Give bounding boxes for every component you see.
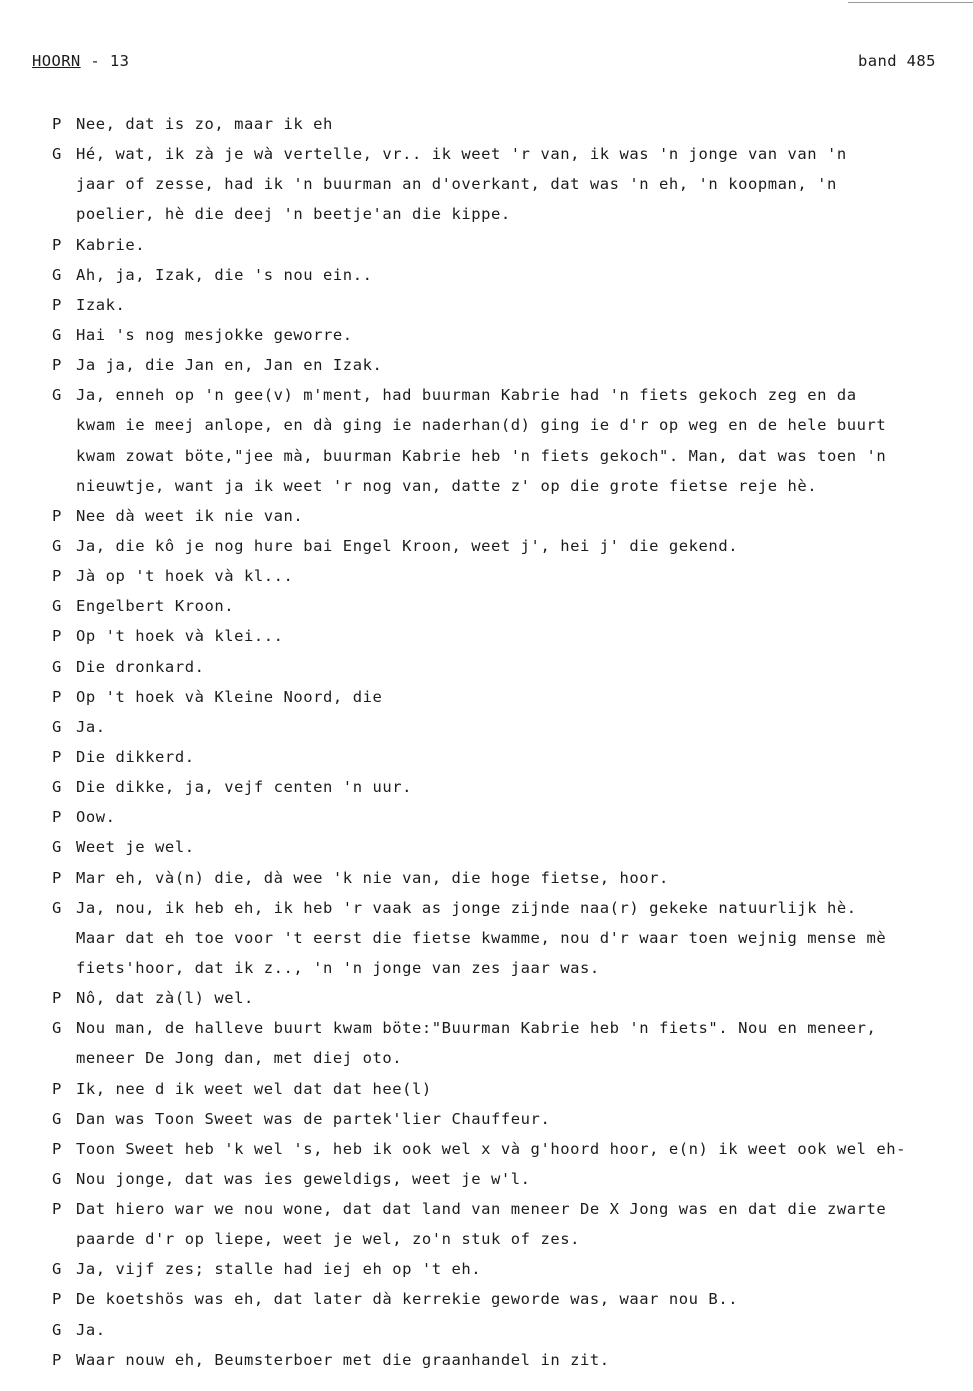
- transcript-line: [52, 832, 967, 862]
- utterance-text: Ja.: [76, 1320, 106, 1339]
- transcript-line: [52, 441, 967, 471]
- transcript-line: [52, 260, 967, 290]
- utterance-text: Die dikke, ja, vejf centen 'n uur.: [76, 778, 412, 797]
- page-header-left: [32, 52, 129, 70]
- utterance-text: Ja, die kô je nog hure bai Engel Kroon, weet j', hei j' die gekend.: [76, 536, 739, 555]
- transcript-line: [52, 1074, 967, 1104]
- utterance-text: Oow.: [76, 808, 116, 827]
- transcript-line: [52, 199, 967, 229]
- speaker-label: P: [52, 868, 62, 887]
- speaker-label: P: [52, 115, 62, 133]
- speaker-label: G: [52, 1260, 62, 1279]
- utterance-text: Ja, enneh op 'n gee(v) m'ment, had buurman Kabrie had 'n fiets gekoch zeg en da: [76, 386, 857, 405]
- utterance-text: Nee dà weet ik nie van.: [76, 506, 304, 525]
- utterance-text: Ja ja, die Jan en, Jan en Izak.: [76, 356, 383, 375]
- transcript-line: [52, 1194, 967, 1224]
- utterance-text: Dan was Toon Sweet was de partek'lier Chauffeur.: [76, 1109, 551, 1128]
- speaker-label: G: [52, 838, 62, 857]
- transcript-line: [52, 1345, 967, 1375]
- header-separator: -: [80, 52, 110, 70]
- speaker-label: G: [52, 778, 62, 797]
- speaker-label: G: [52, 898, 62, 917]
- transcript-line: [52, 1315, 967, 1345]
- speaker-label: P: [52, 1350, 62, 1369]
- utterance-text: Nou man, de halleve buurt kwam böte:"Buurman Kabrie heb 'n fiets". Nou en meneer,: [76, 1019, 877, 1038]
- utterance-text: Hai 's nog mesjokke geworre.: [76, 325, 353, 344]
- utterance-text: Dat hiero war we nou wone, dat dat land van meneer De X Jong was en dat die zwarte: [76, 1200, 887, 1219]
- utterance-text: jaar of zesse, had ik 'n buurman an d'overkant, dat was 'n eh, 'n koopman, 'n: [76, 175, 837, 194]
- transcript-line: [52, 1013, 967, 1043]
- utterance-text: Weet je wel.: [76, 838, 195, 857]
- transcript-line: [52, 350, 967, 380]
- speaker-label: G: [52, 1320, 62, 1339]
- transcript-line: [52, 893, 967, 923]
- utterance-text: fiets'hoor, dat ik z.., 'n 'n jonge van zes jaar was.: [76, 958, 600, 977]
- transcript-line: [52, 290, 967, 320]
- speaker-label: P: [52, 627, 62, 646]
- utterance-text: Ja.: [76, 717, 106, 736]
- utterance-text: Mar eh, và(n) die, dà wee 'k nie van, die hoge fietse, hoor.: [76, 868, 669, 887]
- transcript-line: [52, 712, 967, 742]
- transcript-line: [52, 1164, 967, 1194]
- transcript-line: [52, 1104, 967, 1134]
- transcript-line: [52, 863, 967, 893]
- location-title: HOORN: [32, 52, 81, 70]
- transcript-line: [52, 320, 967, 350]
- speaker-label: P: [52, 567, 62, 586]
- speaker-label: P: [52, 989, 62, 1008]
- speaker-label: G: [52, 1019, 62, 1038]
- speaker-label: P: [52, 235, 62, 254]
- transcript-line: [52, 531, 967, 561]
- utterance-text: Toon Sweet heb 'k wel 's, heb ik ook wel x và g'hoord hoor, e(n) ik weet ook wel eh-: [76, 1139, 907, 1158]
- speaker-label: G: [52, 597, 62, 616]
- utterance-text: Op 't hoek và Kleine Noord, die: [76, 687, 383, 706]
- transcript-line: [52, 1043, 967, 1073]
- utterance-text: Nee, dat is zo, maar ik eh: [76, 115, 333, 133]
- speaker-label: G: [52, 145, 62, 164]
- transcript-line: [52, 983, 967, 1013]
- utterance-text: Ik, nee d ik weet wel dat dat hee(l): [76, 1079, 432, 1098]
- utterance-text: Kabrie.: [76, 235, 146, 254]
- utterance-text: De koetshös was eh, dat later dà kerrekie geworde was, waar nou B..: [76, 1290, 739, 1309]
- utterance-text: Hé, wat, ik zà je wà vertelle, vr.. ik weet 'r van, ik was 'n jonge van van 'n: [76, 145, 847, 164]
- utterance-text: poelier, hè die deej 'n beetje'an die kippe.: [76, 205, 511, 224]
- speaker-label: G: [52, 1109, 62, 1128]
- speaker-label: G: [52, 717, 62, 736]
- speaker-label: G: [52, 536, 62, 555]
- tape-label: band 485: [858, 52, 936, 70]
- speaker-label: P: [52, 808, 62, 827]
- transcript-line: [52, 139, 967, 169]
- transcript-line: [52, 1284, 967, 1314]
- utterance-text: Ja, nou, ik heb eh, ik heb 'r vaak as jonge zijnde naa(r) gekeke natuurlijk hè.: [76, 898, 857, 917]
- transcript-line: [52, 953, 967, 983]
- transcript-body: [52, 109, 967, 1375]
- transcript-line: [52, 230, 967, 260]
- transcript-line: [52, 410, 967, 440]
- transcript-line: [52, 621, 967, 651]
- transcript-line: [52, 380, 967, 410]
- utterance-text: kwam zowat böte,"jee mà, buurman Kabrie heb 'n fiets gekoch". Man, dat was toen 'n: [76, 446, 887, 465]
- speaker-label: P: [52, 1079, 62, 1098]
- utterance-text: Izak.: [76, 295, 126, 314]
- speaker-label: G: [52, 1169, 62, 1188]
- transcript-line: [52, 591, 967, 621]
- utterance-text: Ja, vijf zes; stalle had iej eh op 't eh.: [76, 1260, 482, 1279]
- speaker-label: P: [52, 295, 62, 314]
- utterance-text: nieuwtje, want ja ik weet 'r nog van, datte z' op die grote fietse reje hè.: [76, 476, 818, 495]
- utterance-text: Maar dat eh toe voor 't eerst die fietse kwamme, nou d'r waar toen wejnig mense mè: [76, 928, 887, 947]
- transcript-line: [52, 109, 967, 139]
- speaker-label: P: [52, 506, 62, 525]
- transcript-line: [52, 802, 967, 832]
- utterance-text: meneer De Jong dan, met diej oto.: [76, 1049, 403, 1068]
- speaker-label: G: [52, 325, 62, 344]
- speaker-label: P: [52, 747, 62, 766]
- speaker-label: G: [52, 386, 62, 405]
- speaker-label: P: [52, 356, 62, 375]
- utterance-text: Ah, ja, Izak, die 's nou ein..: [76, 265, 373, 284]
- transcript-line: [52, 742, 967, 772]
- transcript-line: [52, 471, 967, 501]
- top-rule: [848, 2, 973, 3]
- utterance-text: kwam ie meej anlope, en dà ging ie naderhan(d) ging ie d'r op weg en de hele buurt: [76, 416, 887, 435]
- transcript-line: [52, 652, 967, 682]
- speaker-label: G: [52, 265, 62, 284]
- speaker-label: P: [52, 1139, 62, 1158]
- page-number: 13: [109, 52, 130, 70]
- transcript-line: [52, 923, 967, 953]
- transcript-line: [52, 772, 967, 802]
- utterance-text: Op 't hoek và klei...: [76, 627, 284, 646]
- utterance-text: paarde d'r op liepe, weet je wel, zo'n stuk of zes.: [76, 1230, 580, 1249]
- transcript-line: [52, 1134, 967, 1164]
- transcript-line: [52, 561, 967, 591]
- utterance-text: Jà op 't hoek và kl...: [76, 567, 294, 586]
- utterance-text: Waar nouw eh, Beumsterboer met die graanhandel in zit.: [76, 1350, 610, 1369]
- speaker-label: P: [52, 1200, 62, 1219]
- speaker-label: P: [52, 1290, 62, 1309]
- speaker-label: P: [52, 687, 62, 706]
- utterance-text: Engelbert Kroon.: [76, 597, 235, 616]
- transcript-line: [52, 169, 967, 199]
- transcript-line: [52, 1224, 967, 1254]
- utterance-text: Nou jonge, dat was ies geweldigs, weet je w'l.: [76, 1169, 531, 1188]
- speaker-label: G: [52, 657, 62, 676]
- utterance-text: Die dikkerd.: [76, 747, 195, 766]
- transcript-line: [52, 1254, 967, 1284]
- utterance-text: Die dronkard.: [76, 657, 205, 676]
- transcript-line: [52, 682, 967, 712]
- utterance-text: Nô, dat zà(l) wel.: [76, 989, 254, 1008]
- transcript-line: [52, 501, 967, 531]
